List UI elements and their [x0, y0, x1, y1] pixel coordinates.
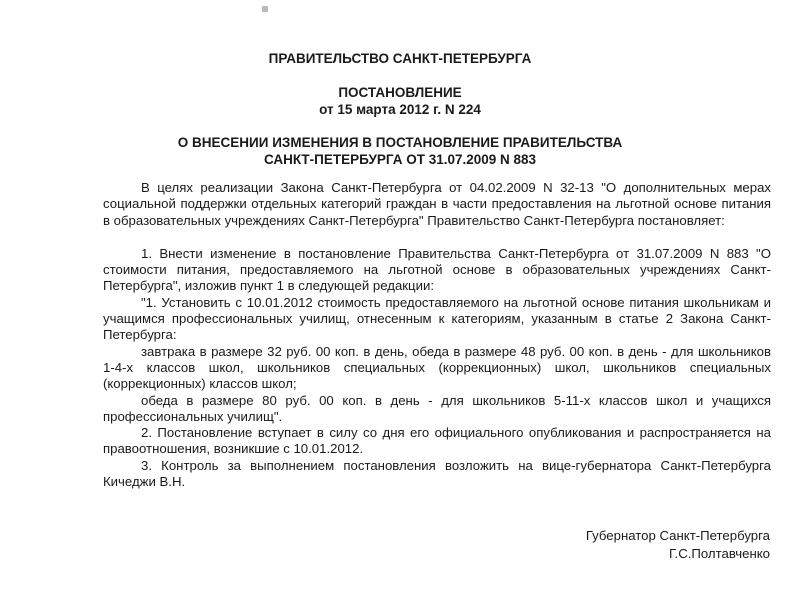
decree-body — [103, 180, 771, 490]
decree-subject-line-1: О ВНЕСЕНИИ ИЗМЕНЕНИЯ В ПОСТАНОВЛЕНИЕ ПРАВИТЕЛЬСТВА — [177, 135, 623, 150]
government-title: ПРАВИТЕЛЬСТВО САНКТ-ПЕТЕРБУРГА — [268, 51, 532, 66]
scan-artifact — [262, 6, 268, 12]
decree-date: от 15 марта 2012 г. N 224 — [319, 102, 481, 117]
item-2-paragraph: 2. Постановление вступает в силу со дня его официального опубликования и распространяется на правоотношения, возникшие с 10.01.2012. — [103, 425, 771, 457]
item-1-breakfast-paragraph: завтрака в размере 32 руб. 00 коп. в день, обеда в размере 48 руб. 00 коп. в день - для школьников 1-4-х классов школ, школьников специальных (коррекционных) школ, школьников специальных (коррекционных) классов школ; — [103, 343, 771, 392]
item-3-paragraph: 3. Контроль за выполнением постановления возложить на вице-губернатора Санкт-Петербурга Кичеджи В.Н. — [103, 457, 771, 490]
decree-subject-line-2: САНКТ-ПЕТЕРБУРГА ОТ 31.07.2009 N 883 — [263, 152, 537, 167]
item-1-quote-paragraph: "1. Установить с 10.01.2012 стоимость предоставляемого на льготной основе питания школьникам и учащимся профессиональных училищ, отнесенным к категориям, указанным в статье 2 Закона Санкт-Петербурга: — [103, 294, 771, 343]
preamble-paragraph: В целях реализации Закона Санкт-Петербурга от 04.02.2009 N 32-13 "О дополнительных мерах социальной поддержки отдельных категорий граждан в части предоставления на льготной основе питания в образовательных учреждениях Санкт-Петербурга" Правительство Санкт-Петербурга постановляет: — [103, 180, 771, 228]
item-1-lunch-paragraph: обеда в размере 80 руб. 00 коп. в день - для школьников 5-11-х классов школ и учащихся профессиональных училищ". — [103, 392, 771, 424]
signature-title: Губернатор Санкт-Петербурга — [585, 528, 770, 543]
item-1-paragraph: 1. Внести изменение в постановление Правительства Санкт-Петербурга от 31.07.2009 N 883 "О стоимости питания, предоставляемого на льготной основе в образовательных учреждениях Санкт-Петербурга", изложив пункт 1 в следующей редакции: — [103, 245, 771, 294]
decree-type: ПОСТАНОВЛЕНИЕ — [338, 85, 462, 100]
signature-name: Г.С.Полтавченко — [669, 546, 770, 561]
